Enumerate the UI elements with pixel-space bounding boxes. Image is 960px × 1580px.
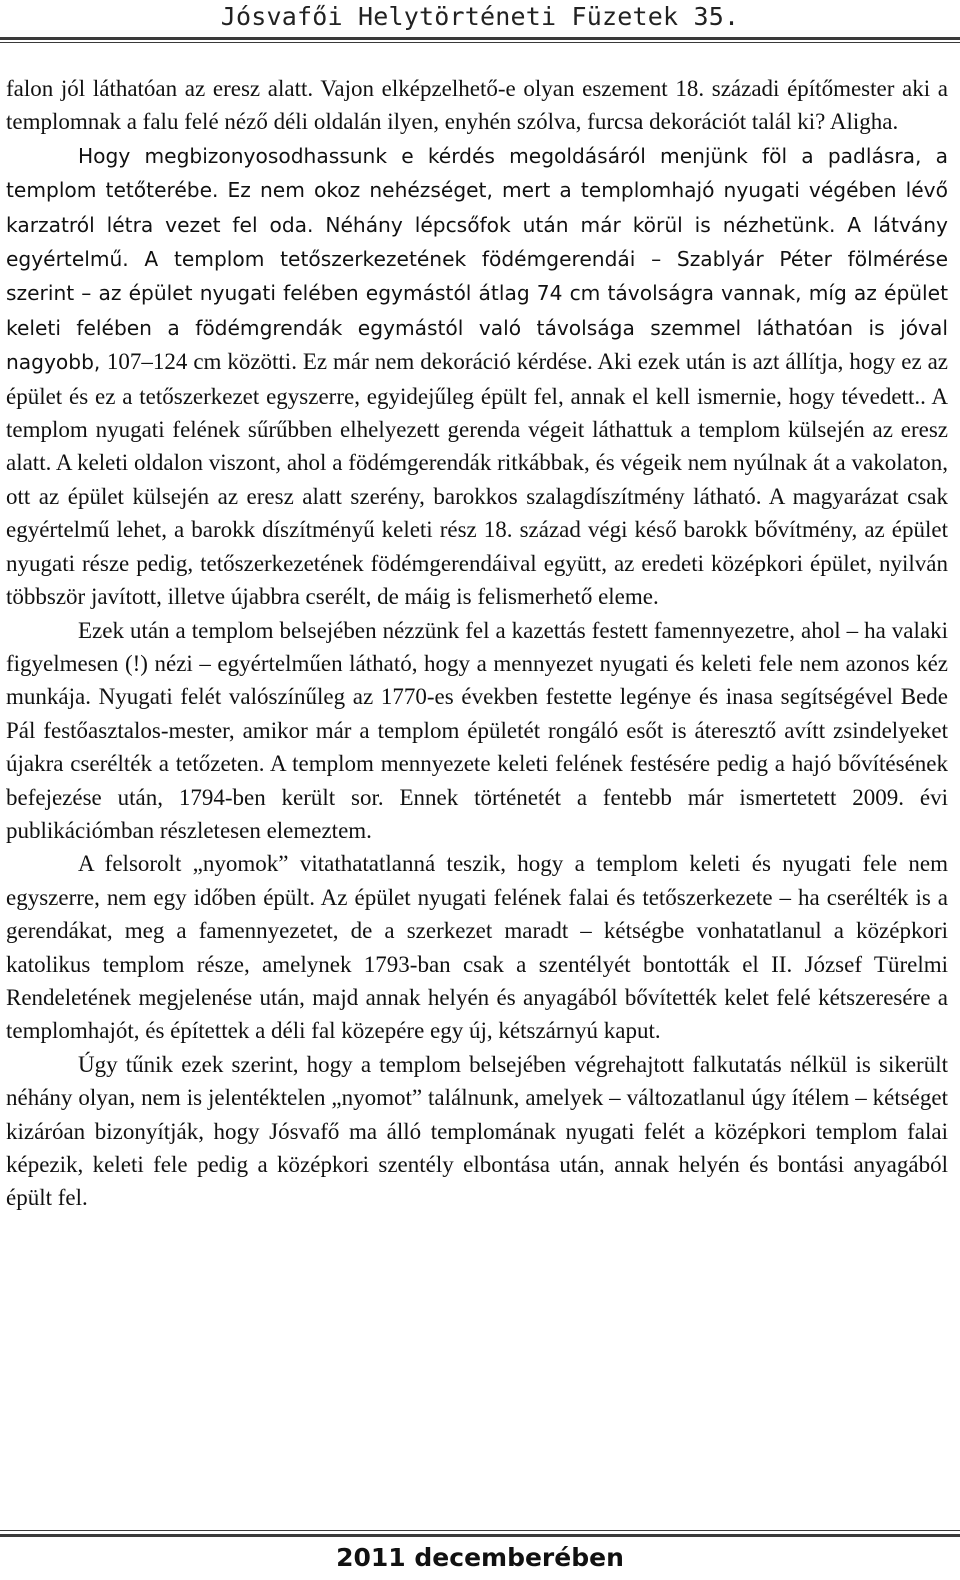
footer-rule-thick [0,1534,960,1537]
paragraph-3: Ezek után a templom belsejében nézzünk fel a kazettás festett famennyezetre, ahol – ha valaki figyelmesen (!) nézi – egyértelműen látható, hogy a mennyezet nyugati és keleti fele nem azonos kéz munkája. Nyugati felét valószínűleg az 1770-es években festette legénye és inasa segítségével Bede Pál festőasztalos-mester, amikor már a templom épületét rongáló esőt is áteresztő avítt zsindelyeket újakra cserélték a tetőzeten. A templom mennyezete keleti felének festésére pedig a hajó bővítésének befejezése után, 1794-ben került sor. Ennek történetét a fentebb már ismertetett 2009. évi publikációmban részletesen elemeztem. [6,617,948,843]
paragraph-5: Úgy tűnik ezek szerint, hogy a templom belsejében végrehajtott falkutatás nélkül is sikerült néhány olyan, nem is jelentéktelen „nyomot” találnunk, amelyek – változatlanul úgy ítélem – kétséget kizáróan bizonyítják, hogy Jósvafő ma álló templomának nyugati felét a középkori templom falai képezik, keleti fele pedig a középkori szentély elbontása után, annak helyén és bontási anyagából épült fel. [6,1051,948,1211]
header-title: Jósvafői Helytörténeti Füzetek 35. [220,2,740,31]
paragraph-4: A felsorolt „nyomok” vitathatatlanná teszik, hogy a templom keleti és nyugati fele nem egyszerre, nem egy időben épült. Az épület nyugati felének falai és tetőszerkezete – ha cserélték is a gerendákat, meg a famennyezetet, de a szerkezet maradt – kétségbe vonhatatlanul a középkori katolikus templom része, amelynek 1793-ban csak a szentélyét bontották el II. József Türelmi Rendeletének megjelenése után, majd annak helyén és anyagából bővítették kelet felé kétszeresére a templomhajót, és építettek a déli fal közepére egy új, kétszárnyú kaput. [6,851,948,1044]
header-rule-thick [0,37,960,40]
paragraph-1: falon jól láthatóan az eresz alatt. Vajon elképzelhető-e olyan eszement 18. századi építőmester aki a templomnak a falu felé néző déli oldalán ilyen, enyhén szólva, furcsa dekorációt talál ki? Aligha. [6,76,948,135]
footer-date: 2011 decemberében [336,1543,624,1572]
paragraph-2 [6,139,948,614]
page-header [0,0,960,44]
footer-rule-thin [0,1530,960,1531]
paragraph-2-sans-segment: Hogy megbizonyosodhassunk e kérdés megoldásáról menjünk föl a padlásra, a templom tetőterébe. Ez nem okoz nehézséget, mert a templomhajó nyugati végében lévő karzatról létra vezet fel oda. Néhány lépcsőfok után már körül is nézhetünk. A látvány egyértelmű. A templom tetőszerkezetének födémgerendái – Szablyár Péter fölmérése szerint – az épület nyugati felében egymástól átlag 74 cm távolságra vannak, míg az épület keleti felében a födémgrendák egymástól való távolsága szemmel láthatóan is jóval nagyobb, [6,143,948,375]
body-text [6,72,948,1215]
paragraph-2-serif-segment: 107–124 cm közötti. Ez már nem dekoráció kérdése. Aki ezek után is azt állítja, hogy ez az épület és ez a tetőszerkezet egyszerre, egyidejűleg épült fel, annak el kell ismernie, hogy tévedett.. A templom nyugati felének sűrűbben elhelyezett gerenda végeit láthattuk a templom külsején az eresz alatt. A keleti oldalon viszont, ahol a födémgerendák ritkábbak, és végeik nem nyúlnak át a vakolaton, ott az épület külsején az eresz alatt szerény, barokkos szalagdíszítmény látható. A magyarázat csak egyértelmű lehet, a barokk díszítményű keleti rész 18. század végi késő barokk bővítmény, az épület nyugati része pedig, tetőszerkezetének födémgerendáival együtt, az eredeti középkori épület, nyilván többször javított, illetve újabbra cserélt, de máig is felismerhető eleme. [6,349,948,610]
header-rule-thin [0,42,960,43]
